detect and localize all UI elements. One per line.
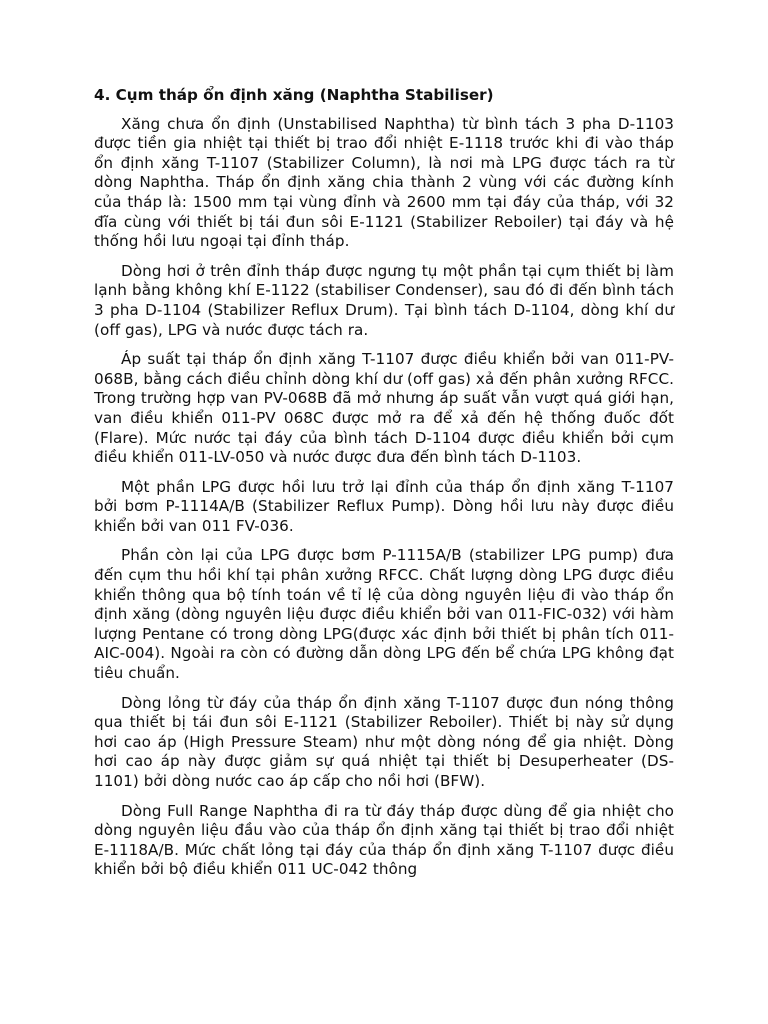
paragraph-lpg-product: Phần còn lại của LPG được bơm P-1115A/B (stabilizer LPG pump) đưa đến cụm thu hồi khí tại phân xưởng RFCC. Chất lượng dòng LPG được điều khiển thông qua bộ tính toán về tỉ lệ của dòng nguyên liệu đi vào tháp ổn định xăng (dòng nguyên liệu được điều khiển bởi van 011-FIC-032) với hàm lượng Pentane có trong dòng LPG(được xác định bởi thiết bị phân tích 011-AIC-004). Ngoài ra còn có đường dẫn dòng LPG đến bể chứa LPG không đạt tiêu chuẩn. <box>94 546 674 683</box>
paragraph-full-range-naphtha: Dòng Full Range Naphtha đi ra từ đáy tháp được dùng để gia nhiệt cho dòng nguyên liệu đầu vào của tháp ổn định xăng tại thiết bị trao đổi nhiệt E-1118A/B. Mức chất lỏng tại đáy của tháp ổn định xăng T-1107 được điều khiển bởi bộ điều khiển 011 UC-042 thông <box>94 801 674 879</box>
document-page <box>94 82 674 890</box>
section-heading: 4. Cụm tháp ổn định xăng (Naphtha Stabiliser) <box>94 86 494 104</box>
paragraph-stabiliser-overview: Xăng chưa ổn định (Unstabilised Naphtha) từ bình tách 3 pha D-1103 được tiền gia nhiệt tại thiết bị trao đổi nhiệt E-1118 trước khi đi vào tháp ổn định xăng T-1107 (Stabilizer Column), là nơi mà LPG được tách ra từ dòng Naphtha. Tháp ổn định xăng chia thành 2 vùng với các đường kính của tháp là: 1500 mm tại vùng đỉnh và 2600 mm tại đáy của tháp, với 32 đĩa cùng với thiết bị tái đun sôi E-1121 (Stabilizer Reboiler) tại đáy và hệ thống hồi lưu ngoại tại đỉnh tháp. <box>94 114 674 251</box>
paragraph-lpg-reflux: Một phần LPG được hồi lưu trở lại đỉnh của tháp ổn định xăng T-1107 bởi bơm P-1114A/B (Stabilizer Reflux Pump). Dòng hồi lưu này được điều khiển bởi van 011 FV-036. <box>94 477 674 535</box>
paragraph-overhead-condensing: Dòng hơi ở trên đỉnh tháp được ngưng tụ một phần tại cụm thiết bị làm lạnh bằng không khí E-1122 (stabiliser Condenser), sau đó đi đến bình tách 3 pha D-1104 (Stabilizer Reflux Drum). Tại bình tách D-1104, dòng khí dư (off gas), LPG và nước được tách ra. <box>94 261 674 339</box>
paragraph-pressure-control: Áp suất tại tháp ổn định xăng T-1107 được điều khiển bởi van 011-PV-068B, bằng cách điều chỉnh dòng khí dư (off gas) xả đến phân xưởng RFCC. Trong trường hợp van PV-068B đã mở nhưng áp suất vẫn vượt quá giới hạn, van điều khiển 011-PV 068C được mở ra để xả đến hệ thống đuốc đốt (Flare). Mức nước tại đáy của bình tách D-1104 được điều khiển bởi cụm điều khiển 011-LV-050 và nước được đưa đến bình tách D-1103. <box>94 350 674 467</box>
paragraph-reboiler: Dòng lỏng từ đáy của tháp ổn định xăng T-1107 được đun nóng thông qua thiết bị tái đun sôi E-1121 (Stabilizer Reboiler). Thiết bị này sử dụng hơi cao áp (High Pressure Steam) như một dòng nóng để gia nhiệt. Dòng hơi cao áp này được giảm sự quá nhiệt tại thiết bị Desuperheater (DS-1101) bởi dòng nước cao áp cấp cho nồi hơi (BFW). <box>94 693 674 790</box>
